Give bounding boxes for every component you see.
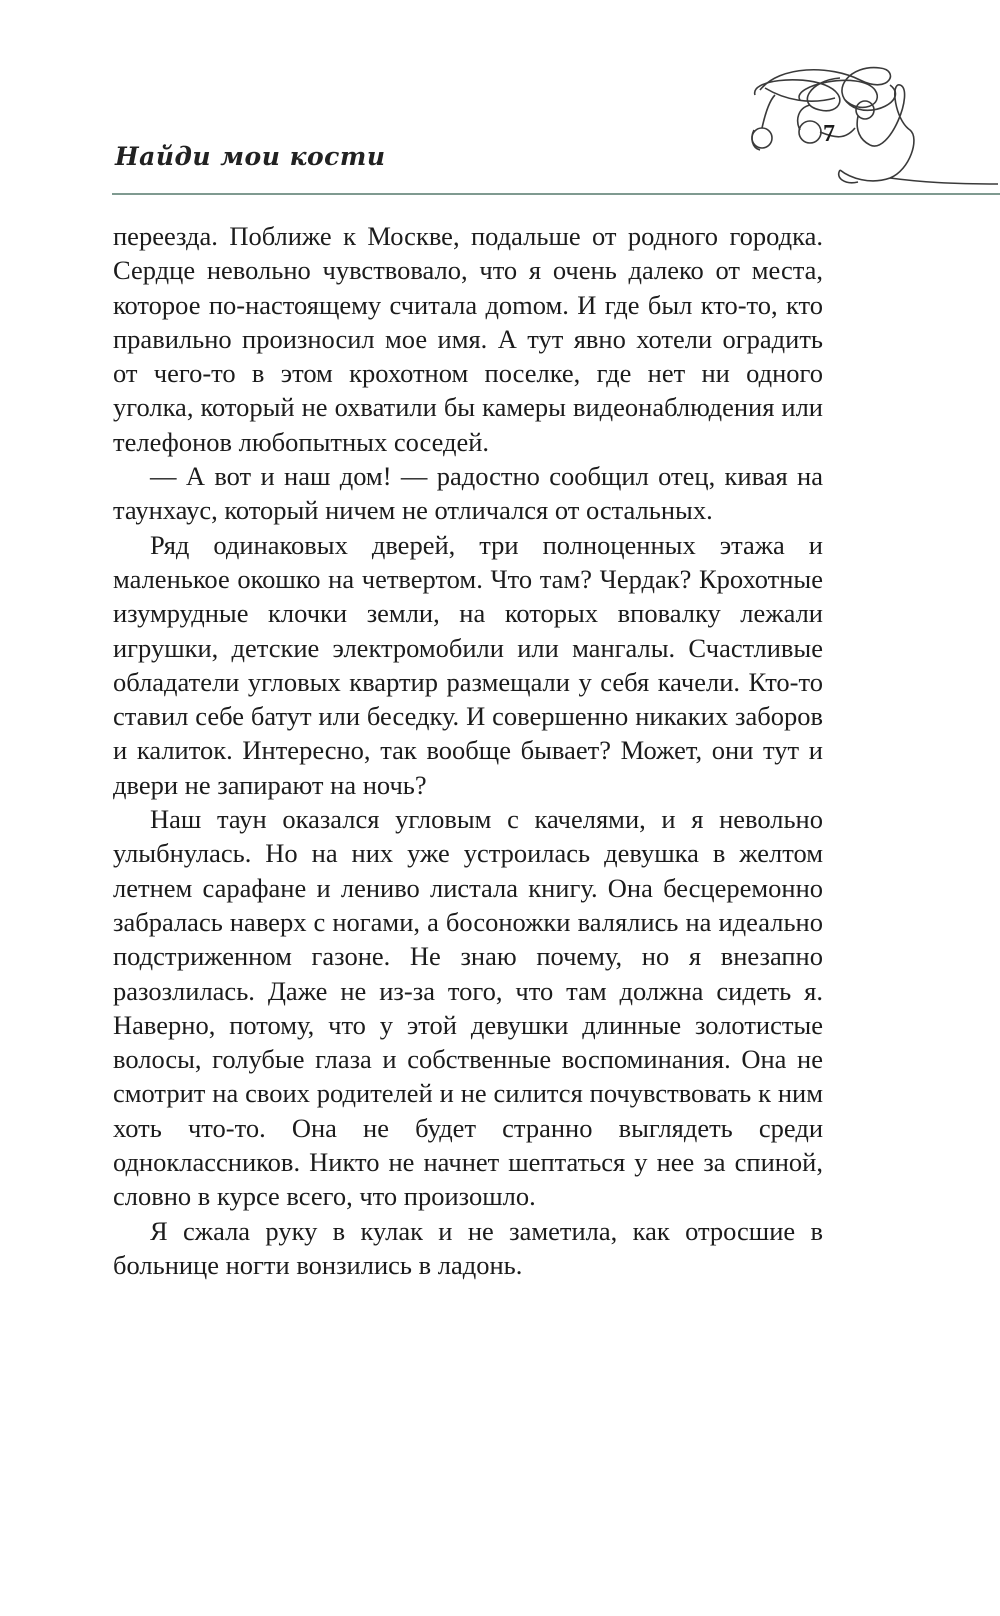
earphones-doodle-icon [740, 60, 1000, 210]
paragraph: Наш таун оказался угловым с качелями, и я невольно улыбнулась. Но на них уже устроилась девушка в желтом летнем сарафане и лениво листала книгу. Она бесцеремонно забралась наверх с ногами, а босоножки валялись на идеально подстриженном газоне. Не знаю почему, но я внезапно разозлилась. Даже не из-за того, что там должна сидеть я. Наверно, потому, что у этой девушки длинные золотистые волосы, голубые глаза и собственные воспоминания. Она не смотрит на своих родителей и не силится почувствовать к ним хоть что-то. Она не будет странно выглядеть среди одноклассников. Никто не начнет шептаться у нее за спиной, словно в курсе всего, что произошло. [113, 804, 823, 1212]
paragraph: Я сжала руку в кулак и не заметила, как отросшие в больнице ногти вонзились в ладонь. [113, 1215, 823, 1280]
page-number: 7 [823, 121, 835, 147]
header-divider [112, 193, 1000, 195]
running-title: Найди мои кости [115, 142, 386, 171]
paragraph: Ряд одинаковых дверей, три полноценных этажа и маленькое окошко на четвертом. Что там? Чердак? Крохотные изумрудные клочки земли, на которых вповалку лежали игрушки, детские электромобили или мангалы. Счастливые обладатели угловых квартир размещали у себя качели. Кто-то ставил себе батут или беседку. И совершенно никаких заборов и калиток. Интересно, так вообще бывает? Может, они тут и двери не запирают на ночь? [113, 529, 823, 800]
paragraph: — А вот и наш дом! — радостно сообщил отец, кивая на таунхаус, который ничем не отличался от остальных. [113, 461, 823, 526]
paragraph: переезда. Поближе к Москве, подальше от родного городка. Сердце невольно чувствовало, что я очень далеко от места, которое по-настоящему считала доmом. И где был кто-то, кто правильно произносил мое имя. А тут явно хотели оградить от чего-то в этом крохотном поселке, где нет ни одного уголка, который не охватили бы камеры видеонаблюдения или телефонов любопытных соседей. [113, 221, 823, 457]
body-text [113, 219, 823, 1282]
